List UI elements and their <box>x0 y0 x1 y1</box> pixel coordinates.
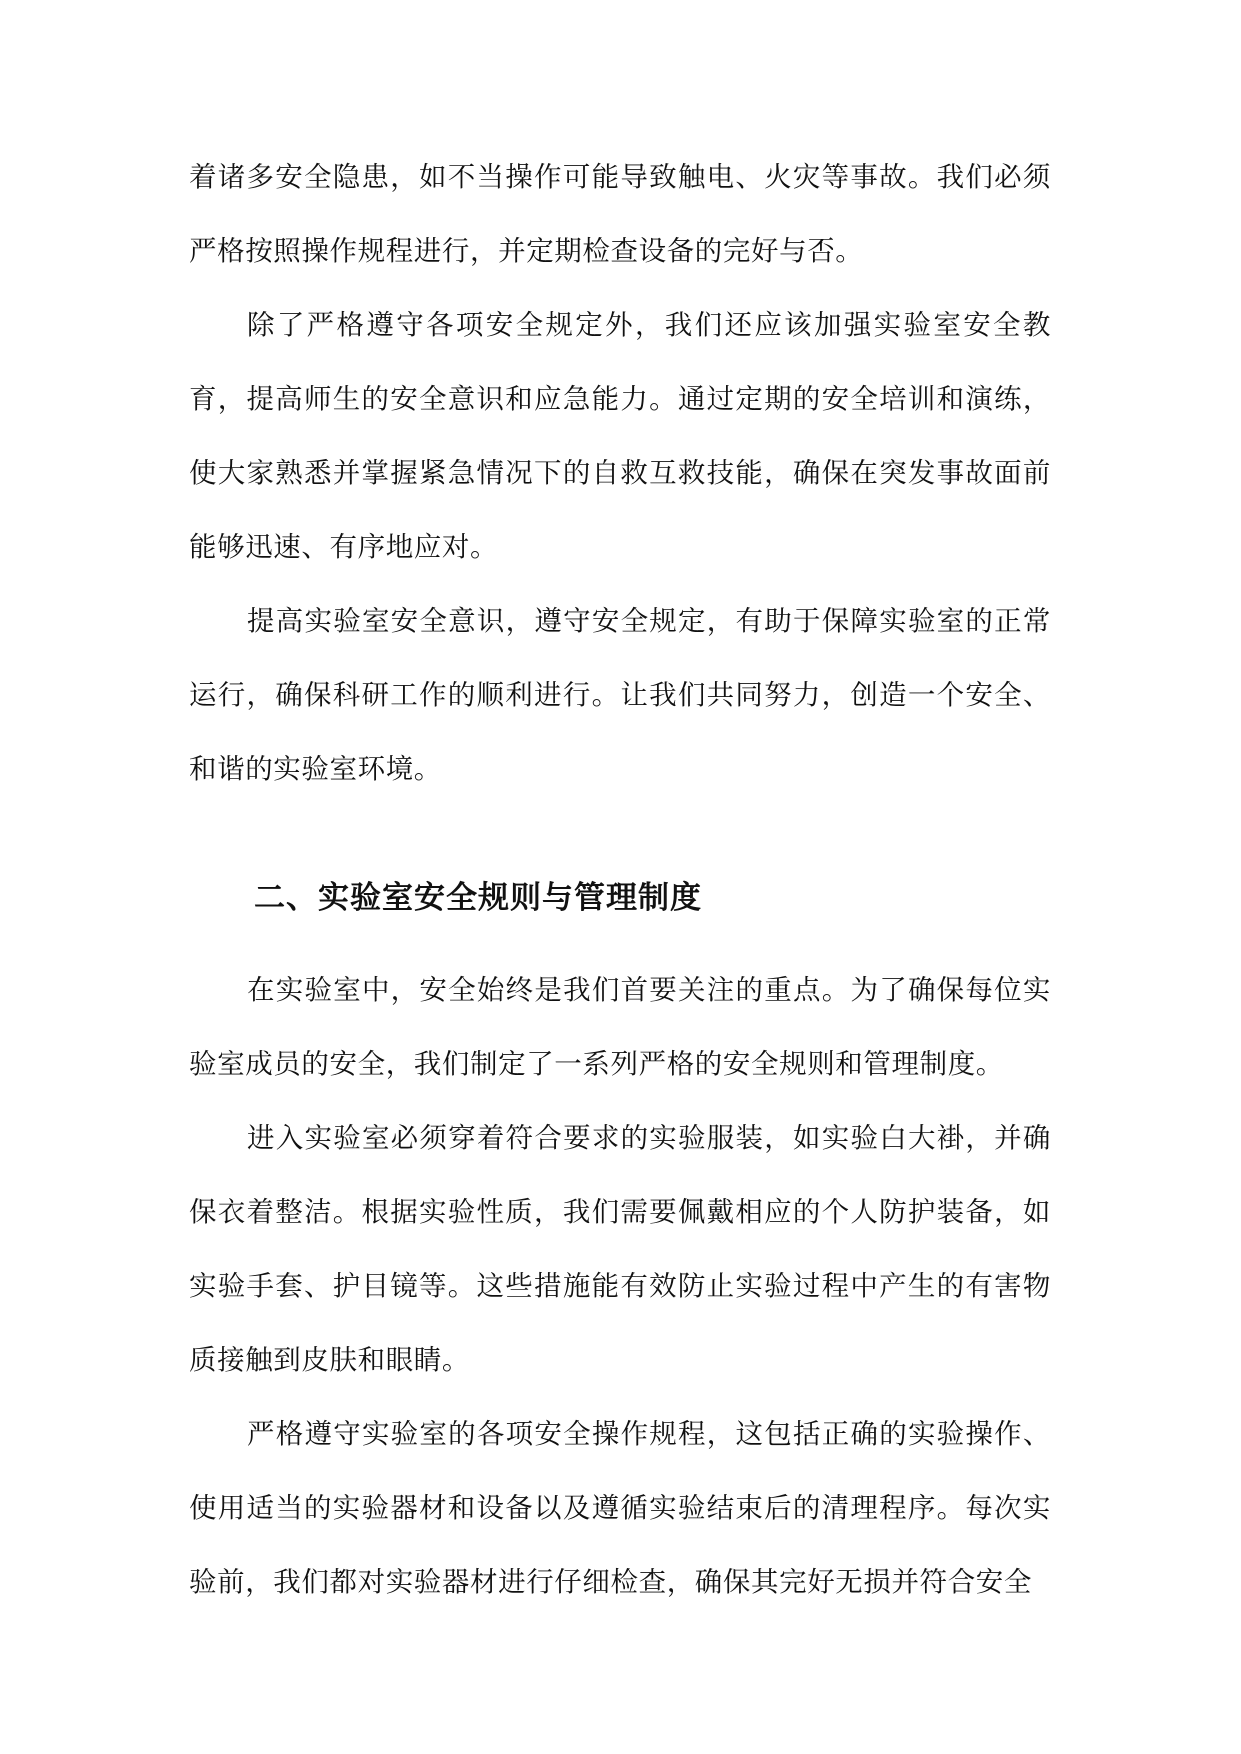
paragraph-safety-education: 除了严格遵守各项安全规定外，我们还应该加强实验室安全教育，提高师生的安全意识和应急能力。通过定期的安全培训和演练，使大家熟悉并掌握紧急情况下的自救互救技能，确保在突发事故面前能够迅速、有序地应对。 <box>189 309 1051 563</box>
section-heading: 二、实验室安全规则与管理制度 <box>254 880 702 916</box>
paragraph-continued: 着诸多安全隐患，如不当操作可能导致触电、火灾等事故。我们必须严格按照操作规程进行，并定期检查设备的完好与否。 <box>189 161 1051 267</box>
paragraph-protective-equipment: 进入实验室必须穿着符合要求的实验服装，如实验白大褂，并确保衣着整洁。根据实验性质，我们需要佩戴相应的个人防护装备，如实验手套、护目镜等。这些措施能有效防止实验过程中产生的有害物质接触到皮肤和眼睛。 <box>189 1122 1051 1376</box>
paragraph-operating-procedures: 严格遵守实验室的各项安全操作规程，这包括正确的实验操作、使用适当的实验器材和设备以及遵循实验结束后的清理程序。每次实验前，我们都对实验器材进行仔细检查，确保其完好无损并符合安全 <box>189 1418 1051 1598</box>
paragraph-safety-awareness: 提高实验室安全意识，遵守安全规定，有助于保障实验室的正常运行，确保科研工作的顺利进行。让我们共同努力，创造一个安全、和谐的实验室环境。 <box>189 605 1051 785</box>
document-body <box>189 140 1051 1619</box>
paragraph-safety-rules-intro: 在实验室中，安全始终是我们首要关注的重点。为了确保每位实验室成员的安全，我们制定了一系列严格的安全规则和管理制度。 <box>189 974 1051 1080</box>
